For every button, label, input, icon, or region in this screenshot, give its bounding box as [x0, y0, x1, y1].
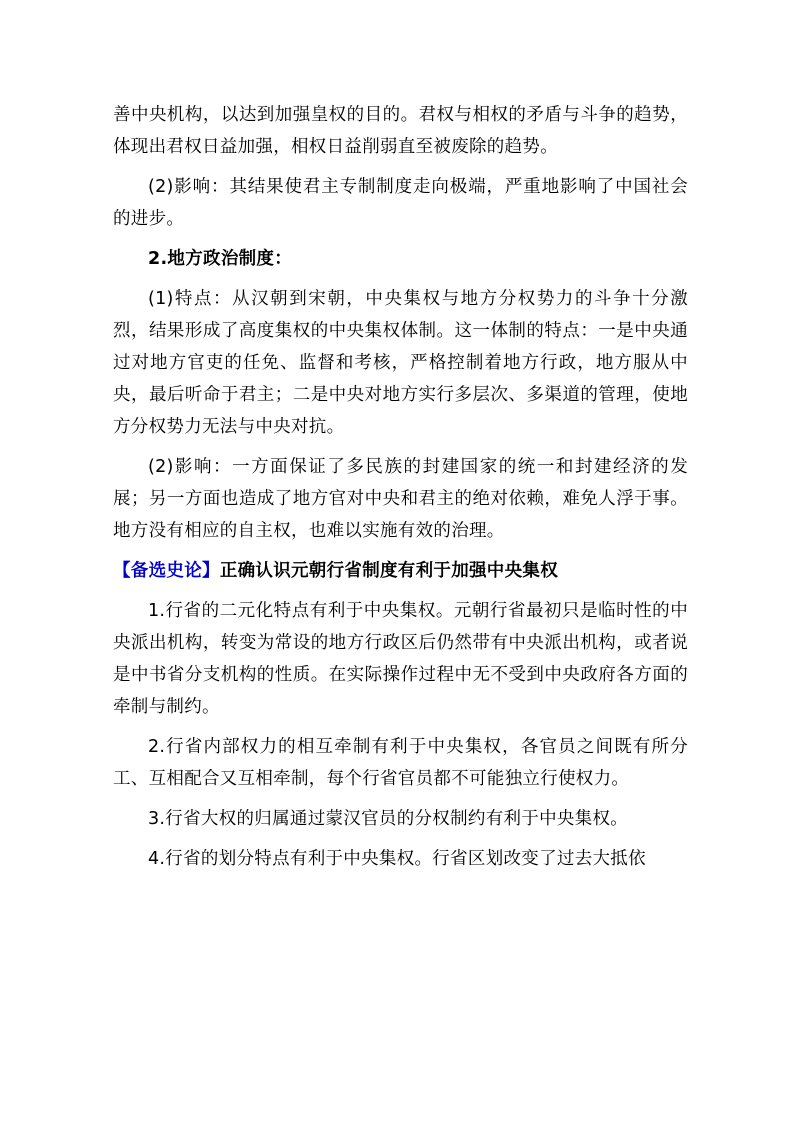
- document-body: [113, 99, 688, 883]
- paragraph-point-2: 2.行省内部权力的相互牵制有利于中央集权，各官员之间既有所分工、互相配合又互相牵制，每个行省官员都不可能独立行使权力。: [113, 737, 688, 789]
- paragraph-point-3: 3.行省大权的归属通过蒙汉官员的分权制约有利于中央集权。: [148, 809, 629, 829]
- supplementary-heading: [113, 555, 688, 587]
- paragraph-local-features: (1)特点：从汉朝到宋朝，中央集权与地方分权势力的斗争十分激烈，结果形成了高度集权的中央集权体制。这一体制的特点：一是中央通过对地方官吏的任免、监督和考核，严格控制着地方行政，地方服从中央，最后听命于君主；二是中央对地方实行多层次、多渠道的管理，使地方分权势力无法与中央对抗。: [113, 289, 688, 437]
- paragraph-local-influence: (2)影响：一方面保证了多民族的封建国家的统一和封建经济的发展；另一方面也造成了地方官对中央和君主的绝对依赖，难免人浮于事。地方没有相应的自主权，也难以实施有效的治理。: [113, 457, 688, 541]
- paragraph-central-influence: (2)影响：其结果使君主专制制度走向极端，严重地影响了中国社会的进步。: [113, 177, 688, 229]
- section-heading-local-system: 2.地方政治制度：: [148, 249, 293, 269]
- paragraph-point-4: 4.行省的划分特点有利于中央集权。行省区划改变了过去大抵依: [148, 849, 646, 869]
- supplementary-title: 正确认识元朝行省制度有利于加强中央集权: [219, 561, 559, 581]
- paragraph-point-1: 1.行省的二元化特点有利于中央集权。元朝行省最初只是临时性的中央派出机构，转变为常设的地方行政区后仍然带有中央派出机构，或者说是中书省分支机构的性质。在实际操作过程中无不受到中央政府各方面的牵制与制约。: [113, 601, 688, 717]
- supplementary-tag: 【备选史论】: [113, 561, 220, 581]
- paragraph-continuation: 善中央机构，以达到加强皇权的目的。君权与相权的矛盾与斗争的趋势，体现出君权日益加强，相权日益削弱直至被废除的趋势。: [113, 105, 688, 157]
